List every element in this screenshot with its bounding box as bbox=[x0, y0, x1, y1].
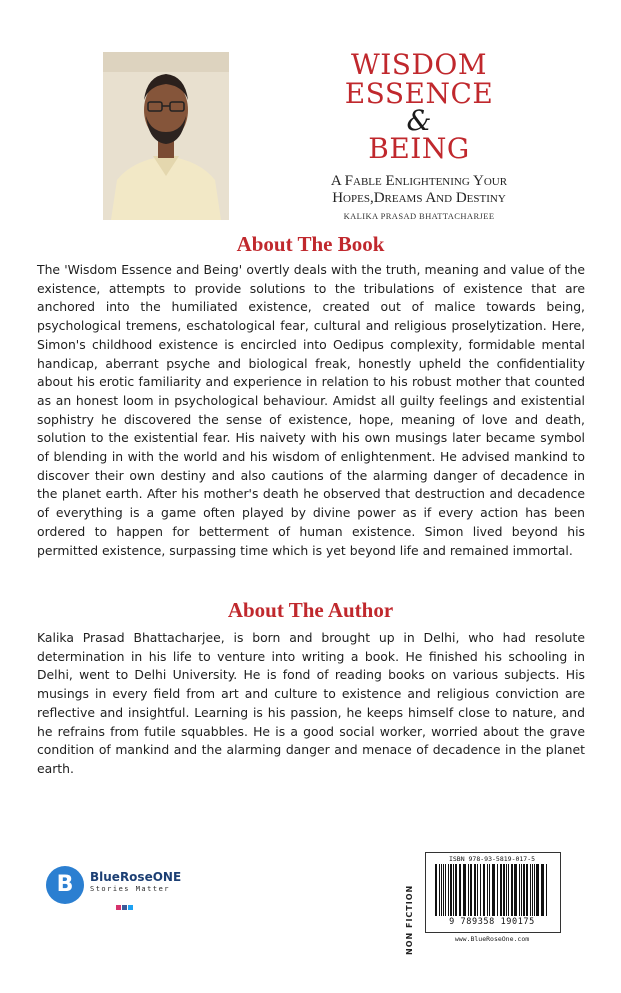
author-photo bbox=[103, 52, 229, 220]
barcode-number: 9 789358 190175 bbox=[449, 917, 535, 927]
category-label: NON FICTION bbox=[405, 884, 414, 956]
subtitle bbox=[300, 173, 538, 207]
instagram-icon bbox=[116, 905, 121, 910]
publisher-website: www.BlueRoseOne.com bbox=[454, 935, 530, 943]
title-line-1: WISDOM bbox=[350, 48, 488, 81]
about-book-heading: About The Book bbox=[236, 232, 385, 256]
publisher-tagline: Stories Matter bbox=[90, 885, 171, 893]
isbn-text: ISBN 978-93-5819-017-5 bbox=[448, 855, 536, 863]
facebook-icon bbox=[122, 905, 127, 910]
about-author-text: Kalika Prasad Bhattacharjee, is born and brought up in Delhi, who had resolute determination in his life to venture into writing a book. He finished his schooling in Delhi, went to Delhi University. He is fond of reading books on various subjects. His musings in every field from art and culture to existence and religious conviction are reflective and insightful. Learning is his passion, he keeps himself close to nature, and he refrains from futile squabbles. He is a good social worker, worried about the grave condition of mankind and the alarming danger and menace of decadence in the planet earth. bbox=[37, 630, 585, 776]
subtitle-line-2: Hopes,Dreams And Destiny bbox=[332, 190, 506, 206]
title-ampersand: & bbox=[406, 104, 432, 137]
subtitle-line-1: A Fable Enlightening Your bbox=[330, 173, 508, 189]
social-icons bbox=[116, 895, 136, 901]
book-title-block bbox=[300, 50, 538, 221]
about-book-text: The 'Wisdom Essence and Being' overtly deals with the truth, meaning and value of the existence, attempts to provide solutions to the tribulations of existence that are anchored into the humiliated existence, created out of malice towards being, psychological tremens, eschatological fear, cultural and religious proselytization. Here, Simon's childhood existence is encircled into Oedipus complexity, formidable mental handicap, aberrant psyche and biological freak, honestly upheld the confidentiality about his erotic familiarity and experience in relation to his robust mother that counted as an honest loom in psychological behaviour. Amidst all guilty feelings and existential sophistry he discovered the sense of existence, hope, meaning of love and death, solution to the existential fear. His naivety with his own musings later became symbol of blending in with the world and his wisdom of enlightenment. He advised mankind to discover their own destiny and also cautions of the alarming danger of decadence in the planet earth. After his mother's death he observed that destruction and decadence of everything is a game often played by divine power as if every action has been ordered to happen for betterment of human existence. Simon lived beyond his permitted existence, surpassing time which is yet beyond life and remained immortal. bbox=[37, 262, 585, 558]
cover-author-name: KALIKA PRASAD BHATTACHARJEE bbox=[343, 211, 495, 221]
publisher-logo-icon: B bbox=[46, 866, 84, 904]
publisher-name: BlueRoseONE bbox=[90, 870, 182, 884]
publisher-logo bbox=[46, 862, 236, 908]
barcode-icon bbox=[433, 864, 551, 916]
title-line-3: BEING bbox=[368, 132, 470, 165]
about-author-heading: About The Author bbox=[227, 598, 394, 622]
twitter-icon bbox=[128, 905, 133, 910]
title-line-2: ESSENCE bbox=[344, 77, 494, 110]
